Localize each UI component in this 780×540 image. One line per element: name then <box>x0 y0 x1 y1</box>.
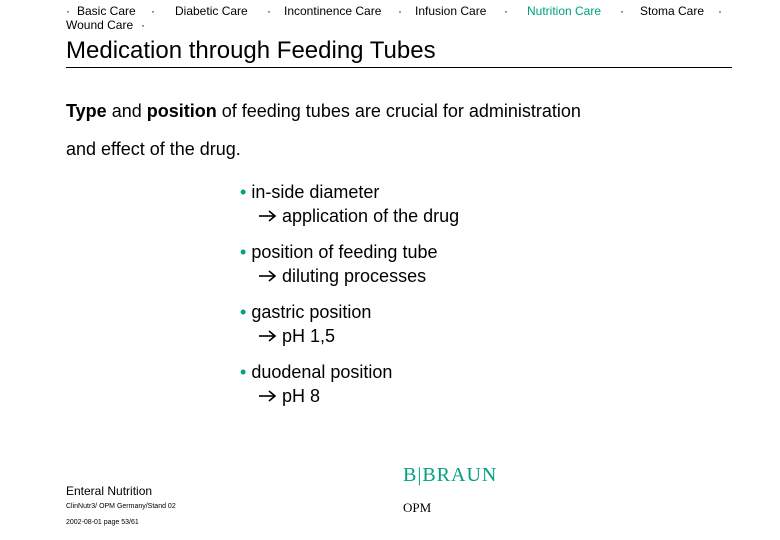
bullet-result <box>258 384 320 408</box>
nav-separator: · <box>267 4 271 18</box>
nav-stoma-care[interactable]: Stoma Care <box>640 4 705 18</box>
right-arrow-icon <box>258 328 278 344</box>
nav-separator: · <box>718 4 722 18</box>
bullet-dot: • <box>240 242 247 262</box>
bullet-label: in-side diameter <box>251 182 380 202</box>
nav-separator: · <box>620 4 624 18</box>
bullet-result-text: diluting processes <box>282 266 427 286</box>
bullet-item <box>240 360 392 384</box>
bullet-item <box>240 240 437 264</box>
intro-position-word: position <box>146 101 217 121</box>
right-arrow-icon <box>258 208 278 224</box>
intro-type-word: Type <box>66 101 107 121</box>
right-arrow-icon <box>258 268 278 284</box>
footer-section: Enteral Nutrition <box>66 484 153 498</box>
nav-separator: · <box>141 18 145 32</box>
bullet-label: position of feeding tube <box>251 242 438 262</box>
footer-date-page: 2002-08-01 page 53/61 <box>66 519 139 526</box>
bullet-result-text: pH 8 <box>282 386 321 406</box>
bullet-result <box>258 324 335 348</box>
bullet-label: duodenal position <box>251 362 393 382</box>
intro-line-1 <box>66 101 581 122</box>
intro-line-2: and effect of the drug. <box>66 139 241 159</box>
nav-separator: · <box>398 4 402 18</box>
nav-separator: · <box>504 4 508 18</box>
nav-infusion-care[interactable]: Infusion Care <box>415 4 487 18</box>
nav-basic-care[interactable]: Basic Care <box>77 4 136 18</box>
bullet-result-text: application of the drug <box>282 206 460 226</box>
right-arrow-icon <box>258 388 278 404</box>
page-title: Medication through Feeding Tubes <box>66 36 732 68</box>
bbraun-logo: B|BRAUN <box>403 464 498 486</box>
intro-rest: of feeding tubes are crucial for administration <box>216 101 581 121</box>
nav-incontinence-care[interactable]: Incontinence Care <box>284 4 382 18</box>
nav-separator: · <box>66 4 70 18</box>
bullet-dot: • <box>240 362 247 382</box>
nav-separator: · <box>151 4 155 18</box>
intro-and: and <box>106 101 147 121</box>
bullet-label: gastric position <box>251 302 372 322</box>
nav-diabetic-care[interactable]: Diabetic Care <box>175 4 248 18</box>
footer-ref: ClinNutr3/ OPM Germany/Stand 02 <box>66 503 176 510</box>
bullet-item <box>240 180 379 204</box>
bullet-result-text: pH 1,5 <box>282 326 336 346</box>
opm-label: OPM <box>403 500 432 515</box>
bullet-result <box>258 264 426 288</box>
nav-wound-care[interactable]: Wound Care <box>66 18 134 32</box>
nav-nutrition-care[interactable]: Nutrition Care <box>527 4 602 18</box>
bullet-dot: • <box>240 182 247 202</box>
bullet-dot: • <box>240 302 247 322</box>
bullet-item <box>240 300 371 324</box>
bullet-result <box>258 204 459 228</box>
